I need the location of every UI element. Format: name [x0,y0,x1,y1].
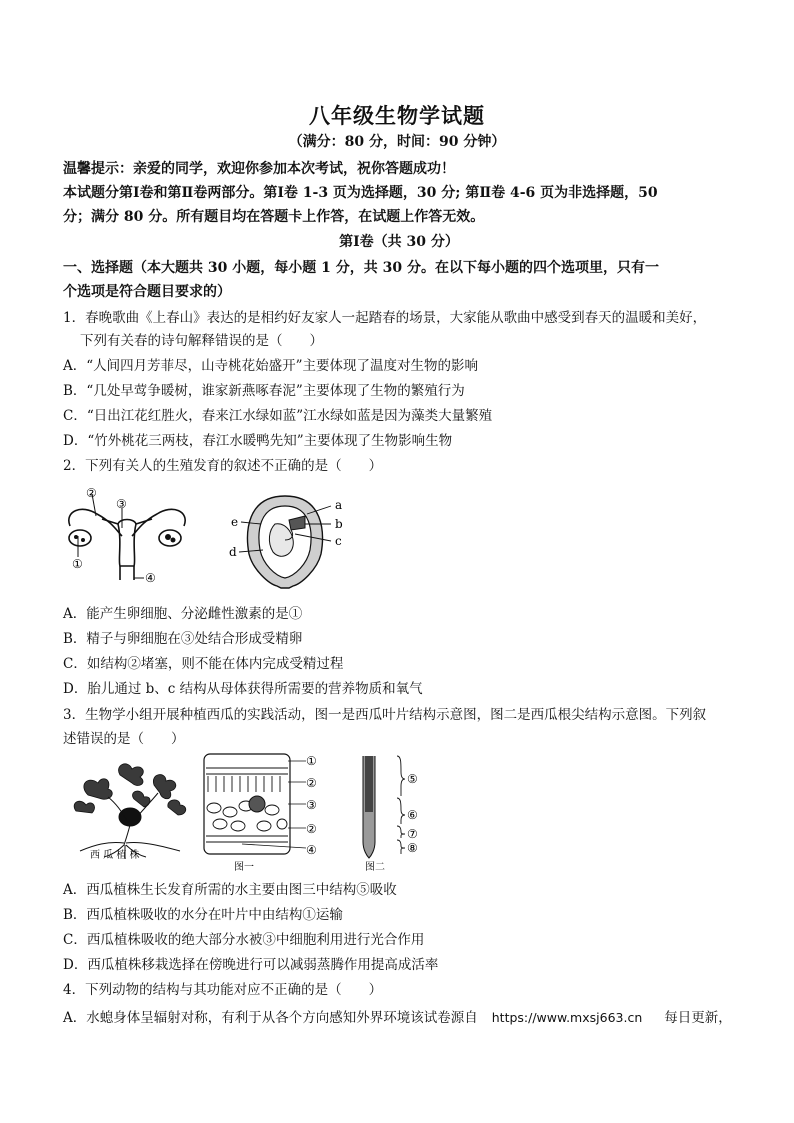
q4-stem: 4．下列动物的结构与其功能对应不正确的是（ ） [63,982,383,998]
section-heading-line-1: 一、选择题（本大题共 30 小题，每小题 1 分，共 30 分。在以下每小题的四个选项里，只有一 [63,260,659,276]
q4-option-a-line [63,1006,732,1026]
leaf-label-2a: ② [306,776,317,790]
root-label-5: ⑤ [407,772,418,786]
page-title: 八年级生物学试题 [309,103,485,128]
q3-option-b: B．西瓜植株吸收的水分在叶片中由结构①运输 [63,907,343,923]
q3-option-c: C．西瓜植株吸收的绝大部分水被③中细胞利用进行光合作用 [63,932,425,948]
leaf-label-3: ③ [306,798,317,812]
volume-title: 第Ⅰ卷（共 30 分） [339,234,459,250]
leaf-label-1: ① [306,754,317,768]
q1-option-d: D．“竹外桃花三两枝，春江水暖鸭先知”主要体现了生物影响生物 [63,433,453,449]
fig1-caption: 图一 [234,862,254,873]
root-label-6: ⑥ [407,808,418,822]
root-tip-diagram [355,752,435,874]
female-reproductive-system-diagram [62,486,192,588]
fetus-in-uterus-diagram [225,492,345,590]
q2-option-a: A．能产生卵细胞、分泌雌性激素的是① [63,606,303,622]
q3-stem-line-2: 述错误的是（ ） [63,731,185,747]
q2-stem: 2．下列有关人的生殖发育的叙述不正确的是（ ） [63,458,383,474]
fig-label-c: c [335,534,342,548]
fig2-caption: 图二 [365,862,385,873]
leaf-structure-diagram [202,752,322,874]
fig2-label-1: ① [72,557,83,571]
root-label-8: ⑧ [407,841,418,855]
q2-option-d: D．胎儿通过 b、c 结构从母体获得所需要的营养物质和氧气 [63,681,423,697]
q4-option-a: A．水螅身体呈辐射对称，有利于从各个方向感知外界环境 [63,1010,411,1026]
fig-label-b: b [335,517,343,531]
root-label-7: ⑦ [407,827,418,841]
source-text: 该试卷源自 [410,1010,478,1026]
instructions-line-1: 本试题分第Ⅰ卷和第Ⅱ卷两部分。第Ⅰ卷 1-3 页为选择题，30 分; 第Ⅱ卷 4-6 页为非选择题，50 [63,185,658,201]
watermelon-plant-illustration [68,755,198,860]
leaf-label-2b: ② [306,822,317,836]
q1-option-a: A．“人间四月芳菲尽，山寺桃花始盛开”主要体现了温度对生物的影响 [63,358,479,374]
q3-option-a: A．西瓜植株生长发育所需的水主要由图三中结构⑤吸收 [63,882,397,898]
q1-option-c: C．“日出江花红胜火，春来江水绿如蓝”江水绿如蓝是因为藻类大量繁殖 [63,408,493,424]
fig2-label-3: ③ [116,497,127,511]
tip-text: 温馨提示：亲爱的同学，欢迎你参加本次考试，祝你答题成功！ [63,161,455,177]
q3-option-d: D．西瓜植株移栽选择在傍晚进行可以减弱蒸腾作用提高成活率 [63,957,439,973]
q2-option-c: C．如结构②堵塞，则不能在体内完成受精过程 [63,656,344,672]
fig2-label-2: ② [86,486,97,500]
q1-option-b: B．“几处早莺争暖树，谁家新燕啄春泥”主要体现了生物的繁殖行为 [63,383,465,399]
leaf-label-4: ④ [306,843,317,857]
plant-caption: 西 瓜 植 株 [90,850,140,860]
fig-label-e: e [231,515,239,529]
source-url-link[interactable]: https://www.mxsj663.cn [491,1010,643,1025]
fig-label-d: d [229,545,237,559]
section-heading-line-2: 个选项是符合题目要求的） [63,284,231,300]
q1-stem-line-1: 1．春晚歌曲《上春山》表达的是相约好友家人一起踏春的场景，大家能从歌曲中感受到春天的温暖和美好， [63,310,707,326]
update-text: 每日更新， [664,1010,732,1026]
instructions-line-2: 分；满分 80 分。所有题目均在答题卡上作答，在试题上作答无效。 [63,209,485,225]
exam-info: （满分：80 分，时间：90 分钟） [288,134,506,150]
q3-stem-line-1: 3．生物学小组开展种植西瓜的实践活动，图一是西瓜叶片结构示意图，图二是西瓜根尖结构示意图。下列叙 [63,707,707,723]
q2-option-b: B．精子与卵细胞在③处结合形成受精卵 [63,631,303,647]
fig2-label-4: ④ [145,571,156,585]
fig-label-a: a [335,498,343,512]
q1-stem-line-2: 下列有关春的诗句解释错误的是（ ） [80,333,323,349]
